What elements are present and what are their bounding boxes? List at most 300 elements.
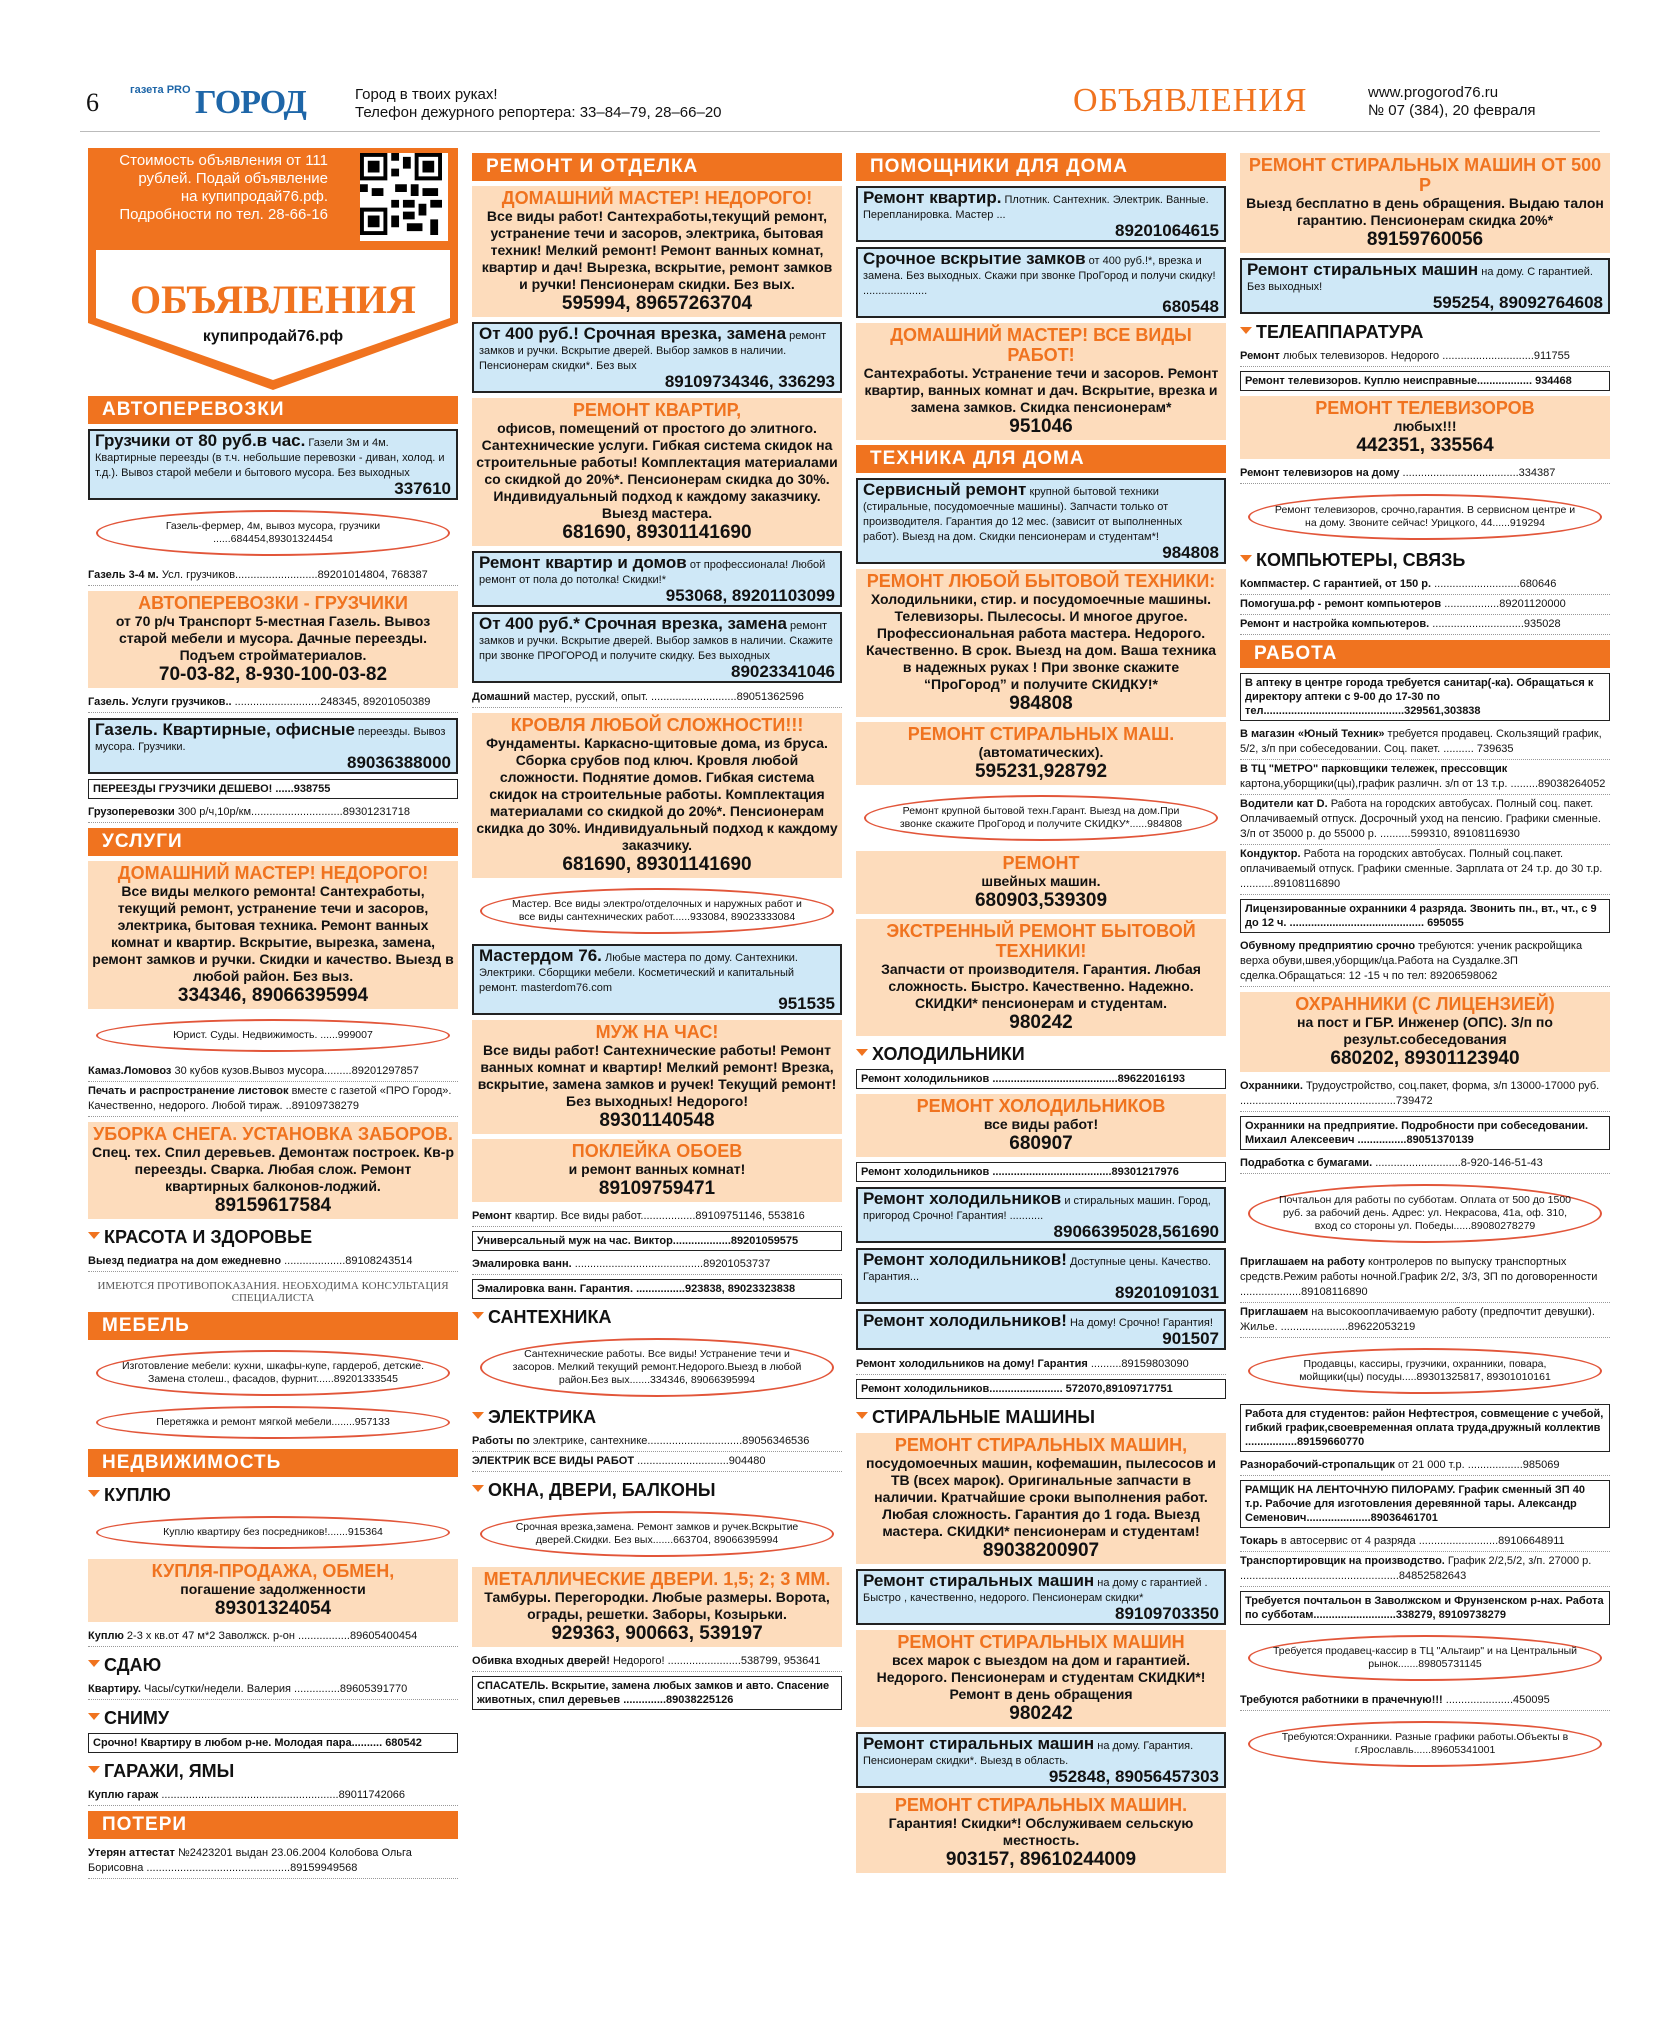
ad-description: Гарантия! Скидки*! Обслуживаем сельскую местность. xyxy=(888,1815,1194,1848)
ad-text: ............................8-920-146-51-43 xyxy=(1375,1157,1543,1169)
ad-description: и стиральных машин. Город, пригород Срочно! Гарантия! ........... xyxy=(863,1195,1211,1222)
ad-phone: 89159617584 xyxy=(214,1195,332,1216)
ad-description: от профессионала! Любой ремонт от пола до потолка! Скидки!* xyxy=(479,559,826,586)
ad-lead: В ТЦ "МЕТРО" парковщики тележек, прессовщик xyxy=(1240,763,1508,775)
ad-description: Все виды работ! Сантехработы,текущий ремонт, устранение течи и засоров, электрика, бытовая техник! Мелкий ремонт! Ремонт ванных комнат, квартир и дач! Вырезка, вскрытие, ремонт замков и ручки! Пенсионерам скидки. Без вых. xyxy=(481,208,833,292)
ad-title: Ремонт холодильников! xyxy=(863,1250,1067,1269)
ad-phone: 334346, 89066395994 xyxy=(177,985,369,1006)
ad-text: 30 кубов кузов.Вывоз мусора.........89201297857 xyxy=(174,1065,419,1077)
ad-lead: Подработка с бумагами. xyxy=(1240,1157,1373,1169)
ad-description: Запчасти от производителя. Гарантия. Любая сложность. Быстро. Качественно. Надежно. СКИДКИ* пенсионерам и студентам. xyxy=(881,961,1201,1011)
classified-framed-ad: Ремонт холодильников........................ 572070,89109717751 xyxy=(856,1379,1226,1399)
ad-phone: 337610 xyxy=(394,479,451,498)
ad-description: Фундаменты. Каркасно-щитовые дома, из бруса. Сборка срубов под ключ. Кровля любой сложности. Поднятие домов. Гибкая система скидок на строительные работы. Комплектация материалами со скидкой до 20%*. Пенсионерам скидка до 30%. Индивидуальный подход к каждому заказчику. xyxy=(476,735,838,853)
classified-display-ad xyxy=(88,1122,458,1219)
ad-description: Доступные цены. Качество. Гарантия... xyxy=(863,1256,1211,1283)
ad-description: Плотник. Сантехник. Электрик. Ванные. Перепланировка. Мастер ... xyxy=(863,194,1209,221)
classified-line-ad xyxy=(1240,1303,1610,1338)
classified-line-ad xyxy=(472,1652,842,1672)
ad-text: ..............................904480 xyxy=(637,1455,766,1467)
classified-line-ad xyxy=(1240,845,1610,895)
ad-title: РЕМОНТ СТИРАЛЬНЫХ МАШИН xyxy=(897,1632,1185,1652)
ad-description: любых!!! xyxy=(1393,418,1457,434)
ad-lead: Водители кат D. xyxy=(1240,798,1328,810)
ad-phone: 89036388000 xyxy=(346,753,451,772)
ad-phone: 951046 xyxy=(1009,416,1073,437)
classified-line-ad xyxy=(88,1627,458,1647)
ad-text: вместе с газетой «ПРО Город». Качественно, недорого. Любой тираж. ..89109738279 xyxy=(88,1085,452,1112)
ad-title: ДОМАШНИЙ МАСТЕР! НЕДОРОГО! xyxy=(501,188,813,208)
classified-line-ad xyxy=(88,1082,458,1117)
ad-text: График 2/2,5/2, з/п. 27000 р. ....................................................84852582643 xyxy=(1240,1555,1592,1582)
ad-description: Газели 3м и 4м. Квартирные переезды (в т.ч. небольшие перевозки - диван, холод. и т.д.). Вывоз старой мебели и бытового мусора. Без выходных xyxy=(95,437,445,479)
classified-framed-ad: Ремонт холодильников .......................................89301217976 xyxy=(856,1162,1226,1182)
classified-line-ad xyxy=(1240,1532,1610,1552)
ad-title: От 400 руб.! Срочная врезка, замена xyxy=(479,324,787,343)
ad-lead: ЭЛЕКТРИК ВСЕ ВИДЫ РАБОТ xyxy=(472,1455,635,1467)
classified-display-ad xyxy=(856,919,1226,1036)
ad-description: На дому! Срочно! Гарантия! xyxy=(1069,1317,1213,1329)
classified-line-ad xyxy=(1240,937,1610,987)
classified-framed-ad: Эмалировка ванн. Гарантия. ................923838, 89023323838 xyxy=(472,1279,842,1299)
classified-boxed-ad xyxy=(88,718,458,774)
ad-text: картона,уборщики(цы),график различн. з/п от 13 т.р. .........89038264052 xyxy=(1240,778,1606,790)
classified-oval-ad: Газель-фермер, 4м, вывоз мусора, грузчики ......684454,89301324454 xyxy=(96,510,450,556)
ad-title: Сервисный ремонт xyxy=(863,480,1027,499)
ad-description: Все виды работ! Сантехнические работы! Ремонт ванных комнат и квартир! Мелкий ремонт! Врезка, вскрытие, замена замков и ручек! Текущий ремонт! Без выходных! Недорого! xyxy=(477,1042,837,1109)
ad-title: АВТОПЕРЕВОЗКИ - ГРУЗЧИКИ xyxy=(138,593,408,613)
classified-display-ad xyxy=(856,569,1226,717)
ad-text: ......................................334387 xyxy=(1402,467,1556,479)
ad-lead: Приглашаем xyxy=(1240,1306,1309,1318)
classified-display-ad xyxy=(856,323,1226,440)
ad-phone: 901507 xyxy=(1162,1329,1219,1348)
ad-text: ............................248345, 89201050389 xyxy=(234,696,431,708)
ad-phone: 680202, 89301123940 xyxy=(1330,1048,1520,1069)
ad-lead: Ремонт xyxy=(1240,350,1280,362)
ad-lead: Газель 3-4 м. xyxy=(88,569,159,581)
section-header: МЕБЕЛЬ xyxy=(88,1312,458,1340)
classified-line-ad xyxy=(1240,1691,1610,1711)
ad-phone: 89066395028,561690 xyxy=(1053,1222,1219,1241)
classified-line-ad xyxy=(88,566,458,586)
ad-phone: 89159760056 xyxy=(1366,229,1484,250)
subsection-header: ОКНА, ДВЕРИ, БАЛКОНЫ xyxy=(472,1480,842,1501)
ad-description: на дому с гарантией . Быстро , качественно, недорого. Пенсионерам скидки* xyxy=(863,1577,1208,1604)
classified-line-ad xyxy=(1240,1077,1610,1112)
ad-text: от 21 000 т.р. ..................985069 xyxy=(1398,1459,1560,1471)
ad-title: ОХРАННИКИ (С ЛИЦЕНЗИЕЙ) xyxy=(1295,994,1555,1014)
ad-phone: 89201064615 xyxy=(1114,221,1219,240)
ad-phone: 89109759471 xyxy=(598,1178,716,1199)
qr-code-icon[interactable] xyxy=(360,153,448,241)
classified-line-ad xyxy=(88,803,458,823)
ad-text: контролеров по выпуску транспортных средств.Режим работы ночной.График 2/2, 3/3, ЗП по договоренности ....................89108116890 xyxy=(1240,1256,1598,1298)
ad-title: РЕМОНТ СТИРАЛЬНЫХ МАШИН, xyxy=(894,1435,1188,1455)
ad-description: Холодильники, стир. и посудомоечные машины. Телевизоры. Пылесосы. И многое другое. Профессиональная работа мастера. Недорого. Качественно. В срок. Выезд на дом. Ваша техника в надежных руках ! При звонке скажите “ПроГород” и получите СКИДКУ!* xyxy=(865,591,1217,692)
classified-boxed-ad xyxy=(88,429,458,500)
ad-lead: Ремонт xyxy=(472,1210,512,1222)
section-header: АВТОПЕРЕВОЗКИ xyxy=(88,396,458,424)
classified-boxed-ad xyxy=(856,1732,1226,1788)
ad-title: МЕТАЛЛИЧЕСКИЕ ДВЕРИ. 1,5; 2; 3 ММ. xyxy=(483,1569,831,1589)
classified-display-ad xyxy=(88,861,458,1009)
classified-line-ad xyxy=(472,688,842,708)
classified-boxed-ad xyxy=(856,1569,1226,1625)
classified-display-ad xyxy=(472,713,842,878)
ad-title: КУПЛЯ-ПРОДАЖА, ОБМЕН, xyxy=(151,1561,395,1581)
disclaimer-note: ИМЕЮТСЯ ПРОТИВОПОКАЗАНИЯ. НЕОБХОДИМА КОНСУЛЬТАЦИЯ СПЕЦИАЛИСТА xyxy=(97,1280,449,1304)
ad-description: ремонт замков и ручки. Вскрытие дверей. Выбор замков в наличии. Пенсионерам скидки*. Без вых xyxy=(479,330,827,372)
ad-text: мастер, русский, опыт. ............................89051362596 xyxy=(533,691,804,703)
ad-text: ..................89201120000 xyxy=(1444,598,1566,610)
ad-title: Мастердом 76. xyxy=(479,946,602,965)
classified-display-ad xyxy=(472,186,842,317)
ad-phone: 980242 xyxy=(1009,1012,1073,1033)
ad-title: РЕМОНТ ХОЛОДИЛЬНИКОВ xyxy=(916,1096,1166,1116)
ad-lead: Эмалировка ванн. xyxy=(472,1258,572,1270)
classified-line-ad xyxy=(472,1432,842,1452)
classified-oval-ad: Ремонт телевизоров, срочно,гарантия. В сервисном центре и на дому. Звоните сейчас! Урицкого, 44......919294 xyxy=(1248,494,1602,540)
classified-display-ad xyxy=(472,1020,842,1134)
ad-title: РЕМОНТ ТЕЛЕВИЗОРОВ xyxy=(1315,398,1535,418)
classified-line-ad xyxy=(472,1207,842,1227)
ad-phone: 984808 xyxy=(1162,543,1219,562)
classified-line-ad xyxy=(88,1252,458,1272)
column-4 xyxy=(1240,148,1610,1777)
ad-phone: 953068, 89201103099 xyxy=(665,586,835,605)
ad-title: РЕМОНТ СТИРАЛЬНЫХ МАШ. xyxy=(907,724,1175,744)
subsection-header: ГАРАЖИ, ЯМЫ xyxy=(88,1761,458,1782)
ad-description: Любые мастера по дому. Сантехники. Электрики. Сборщики мебели. Косметический и капитальный ремонт. masterdom76.com xyxy=(479,952,798,994)
ad-phone: 89201091031 xyxy=(1114,1283,1219,1302)
classified-display-ad xyxy=(88,1559,458,1622)
classified-line-ad xyxy=(1240,725,1610,760)
ad-lead: Камаз.Ломовоз xyxy=(88,1065,172,1077)
classified-boxed-ad xyxy=(856,186,1226,242)
classified-boxed-ad xyxy=(856,1309,1226,1350)
subsection-header: ТЕЛЕАППАРАТУРА xyxy=(1240,322,1610,343)
classified-oval-ad: Почтальон для работы по субботам. Оплата от 500 до 1500 руб. за рабочий день. Адрес: ул. Некрасова, 41а, оф. 310, вход со стороны ул. Победы......89080278279 xyxy=(1248,1184,1602,1243)
ad-phone: 70-03-82, 8-930-100-03-82 xyxy=(158,664,388,685)
newspaper-logo: газета PRO ГОРОД xyxy=(130,84,306,121)
ad-lead: Выезд педиатра на дом ежедневно xyxy=(88,1255,282,1267)
classified-display-ad xyxy=(856,1630,1226,1727)
ad-lead: Помогуша.рф - ремонт компьютеров xyxy=(1240,598,1442,610)
ad-text: на высокооплачиваемую работу (предпочтит девушки). Жилье. ......................89622053219 xyxy=(1240,1306,1595,1333)
ad-text: Работа на городских автобусах. Полный соц. пакет. Оплачиваемый отпуск. Досрочный уход на пенсию. Графики сменные. З/п от 35000 р. до 55000 р. ..........599310, 89108116930 xyxy=(1240,798,1601,840)
ad-title: ПОКЛЕЙКА ОБОЕВ xyxy=(571,1141,743,1161)
classified-boxed-ad xyxy=(856,1248,1226,1304)
classified-line-ad xyxy=(1240,615,1610,635)
ad-title: Ремонт квартир и домов xyxy=(479,553,687,572)
ad-title: Ремонт стиральных машин xyxy=(863,1571,1095,1590)
classified-line-ad xyxy=(1240,1154,1610,1174)
ad-text: Работа на городских автобусах. Полный соц.пакет. оплачиваемый отпуск. Графики сменные. Зарплата от 24 т.р. до 30 т.р. ...........89108116890 xyxy=(1240,848,1603,890)
ad-title: ДОМАШНИЙ МАСТЕР! НЕДОРОГО! xyxy=(117,863,429,883)
page-header xyxy=(80,78,1600,132)
ad-title: ДОМАШНИЙ МАСТЕР! ВСЕ ВИДЫ РАБОТ! xyxy=(890,325,1192,365)
ad-description: на дому. Гарантия. Пенсионерам скидки*. Выезд в область. xyxy=(863,1740,1194,1767)
ad-text: любых телевизоров. Недорого ..............................911755 xyxy=(1282,350,1570,362)
ad-phone: 984808 xyxy=(1009,693,1073,714)
ad-lead: Ремонт телевизоров на дому xyxy=(1240,467,1400,479)
ad-lead: Куплю гараж xyxy=(88,1789,159,1801)
ad-description: от 400 руб.!*, врезка и замена. Без выходных. Скажи при звонке ПроГород и получи скидку! ..................... xyxy=(863,255,1216,297)
ad-description: Все виды мелкого ремонта! Сантехработы, текущий ремонт, устранение течи и засоров, электрика, бытовая техника. Ремонт ванных комнат и квартир. Вскрытие, вырезка, замена, ремонт замков и ручки. Скидки и качество. Выезд в любой район. Без выз. xyxy=(92,883,454,984)
ad-title: Ремонт стиральных машин xyxy=(863,1734,1095,1753)
ad-phone: 89109734346, 336293 xyxy=(664,372,835,391)
classified-line-ad xyxy=(1240,1552,1610,1587)
ad-text: Часы/сутки/недели. Валерия ...............89605391770 xyxy=(144,1683,408,1695)
classified-framed-ad: РАМЩИК НА ЛЕНТОЧНУЮ ПИЛОРАМУ. График сменный ЗП 40 т.р. Рабочие для изготовления деревянной тары. Александр Семенович.....................89036461701 xyxy=(1240,1480,1610,1528)
section-header: РЕМОНТ И ОТДЕЛКА xyxy=(472,153,842,181)
ad-text: требуется продавец. Скользящий график, 5/2, з/п при собеседовании. Соц. пакет. .......... 739635 xyxy=(1240,728,1602,755)
classified-oval-ad: Мастер. Все виды электро/отделочных и наружных работ и все виды сантехнических работ......933084, 89023333084 xyxy=(480,888,834,934)
ad-lead: Обивка входных дверей! xyxy=(472,1655,610,1667)
ad-title: Ремонт холодильников xyxy=(863,1189,1062,1208)
ad-text: ..........................................89201053737 xyxy=(574,1258,771,1270)
ad-text: 300 р/ч,10р/км..............................89301231718 xyxy=(177,806,411,818)
ad-text: Усл. грузчиков...........................89201014804, 768387 xyxy=(161,569,428,581)
classified-display-ad xyxy=(472,398,842,546)
ad-title: Ремонт холодильников! xyxy=(863,1311,1067,1330)
subsection-header: КОМПЬЮТЕРЫ, СВЯЗЬ xyxy=(1240,550,1610,571)
classified-line-ad xyxy=(1240,1253,1610,1303)
ad-lead: Работы по xyxy=(472,1435,530,1447)
classified-framed-ad: ПЕРЕЕЗДЫ ГРУЗЧИКИ ДЕШЕВО! ......938755 xyxy=(88,779,458,799)
classified-line-ad xyxy=(88,693,458,713)
ad-text: квартир. Все виды работ..................89109751146, 553816 xyxy=(514,1210,805,1222)
column-3 xyxy=(856,148,1226,1878)
ad-description: от 70 р/ч Транспорт 5-местная Газель. Вывоз старой мебели и мусора. Дачные переезды. Подъем стройматериалов. xyxy=(115,613,431,663)
ad-lead: Газель. Услуги грузчиков.. xyxy=(88,696,232,708)
ad-title: РЕМОНТ ЛЮБОЙ БЫТОВОЙ ТЕХНИКИ: xyxy=(866,571,1216,591)
ad-title: МУЖ НА ЧАС! xyxy=(595,1022,719,1042)
ad-text: ..............................935028 xyxy=(1432,618,1561,630)
section-header: УСЛУГИ xyxy=(88,828,458,856)
ad-phone: 680548 xyxy=(1162,297,1219,316)
ad-title: Ремонт квартир. xyxy=(863,188,1002,207)
classified-framed-ad: СПАСАТЕЛЬ. Вскрытие, замена любых замков и авто. Спасение животных, спил деревьев ..............89038225126 xyxy=(472,1676,842,1710)
classified-display-ad xyxy=(472,1139,842,1202)
classified-display-ad xyxy=(856,1433,1226,1564)
classified-framed-ad: Универсальный муж на час. Виктор...................89201059575 xyxy=(472,1231,842,1251)
ad-title: РЕМОНТ xyxy=(1002,853,1080,873)
ad-phone: 680907 xyxy=(1009,1133,1073,1154)
classified-boxed-ad xyxy=(472,322,842,393)
ad-text: в автосервис от 4 разряда ..........................89106648911 xyxy=(1280,1535,1565,1547)
classified-oval-ad: Сантехнические работы. Все виды! Устранение течи и засоров. Мелкий текущий ремонт.Недорого.Выезд в любой район.Без вых.......334346, 89066395994 xyxy=(480,1338,834,1397)
ad-lead: Печать и распространение листовок xyxy=(88,1085,289,1097)
classified-oval-ad: Продавцы, кассиры, грузчики, охранники, повара, мойщики(цы) посуды.....89301325817, 89301010161 xyxy=(1248,1348,1602,1394)
classified-line-ad xyxy=(88,1786,458,1806)
ad-description: Выезд бесплатно в день обращения. Выдаю талон гарантию. Пенсионерам скидка 20%* xyxy=(1246,195,1604,228)
ad-description: крупной бытовой техники (стиральные, посудомоечные машины). Запчасти только от производителя. Гарантия до 12 мес. (зависит от выполненных работ). Выезд на дом. Скидки пенсионерам и студентам*! xyxy=(863,486,1183,543)
classified-oval-ad: Перетяжка и ремонт мягкой мебели........957133 xyxy=(96,1406,450,1439)
classified-line-ad xyxy=(1240,347,1610,367)
ad-description: всех марок с выездом на дом и гарантией. Недорого. Пенсионерам и студентам СКИДКИ*! Ремонт в день обращения xyxy=(876,1652,1206,1702)
classified-line-ad xyxy=(1240,595,1610,615)
section-header: РАБОТА xyxy=(1240,640,1610,668)
ad-lead: Охранники. xyxy=(1240,1080,1303,1092)
ad-description: посудомоечных машин, кофемашин, пылесосов и ТВ (всех марок). Оригинальные запчасти в наличии. Кратчайшие сроки выполнения работ. Любая сложность. Гарантия до 1 года. Выезд мастера. СКИДКИ* пенсионерам и студентам! xyxy=(866,1455,1216,1539)
classified-display-ad xyxy=(856,851,1226,914)
ad-text: Трудоустройство, соц.пакет, форма, з/п 13000-17000 руб. ...................................................739472 xyxy=(1240,1080,1600,1107)
ad-description: погашение задолженности xyxy=(180,1581,366,1597)
section-header: ТЕХНИКА ДЛЯ ДОМА xyxy=(856,445,1226,473)
ad-text: требуются: ученик раскройщика верха обуви,швея,уборщик/ца.Работа на Суздалке.ЗП сделка.Обращаться: 12 -15 ч по тел: 89206598062 xyxy=(1240,940,1583,982)
subsection-header: СТИРАЛЬНЫЕ МАШИНЫ xyxy=(856,1407,1226,1428)
ad-description: и ремонт ванных комнат! xyxy=(568,1161,746,1177)
subsection-header: КУПЛЮ xyxy=(88,1485,458,1506)
classified-framed-ad: Лицензированные охранники 4 разряда. Звонить пн., вт., чт., с 9 до 12 ч. ............................................ 695055 xyxy=(1240,899,1610,933)
ad-title: РЕМОНТ СТИРАЛЬНЫХ МАШИН ОТ 500 Р xyxy=(1248,155,1602,195)
ad-title: УБОРКА СНЕГА. УСТАНОВКА ЗАБОРОВ. xyxy=(93,1124,453,1144)
classified-framed-ad: В аптеку в центре города требуется санитар(-ка). Обращаться к директору аптеки с 9-00 до 17-30 по тел..............................................329561,303838 xyxy=(1240,673,1610,721)
ad-text: ......................450095 xyxy=(1445,1694,1550,1706)
site-link[interactable]: www.progorod76.ru xyxy=(1368,84,1499,101)
column-1 xyxy=(88,148,458,1879)
ad-phone: 89301140548 xyxy=(599,1110,715,1131)
classified-boxed-ad xyxy=(1240,258,1610,314)
classified-boxed-ad xyxy=(472,612,842,683)
classified-line-ad xyxy=(88,1844,458,1879)
classified-boxed-ad xyxy=(856,247,1226,318)
classified-oval-ad: Юрист. Суды. Недвижимость. ......999007 xyxy=(96,1019,450,1052)
ad-lead: Требуются работники в прачечную!!! xyxy=(1240,1694,1443,1706)
classified-framed-ad: Срочно! Квартиру в любом р-не. Молодая пара.......... 680542 xyxy=(88,1733,458,1753)
ad-description: Тамбуры. Перегородки. Любые размеры. Ворота, ограды, решетки. Заборы, Козырьки. xyxy=(484,1589,830,1622)
ad-phone: 951535 xyxy=(778,994,835,1013)
subsection-header: СНИМУ xyxy=(88,1708,458,1729)
ad-title: РЕМОНТ СТИРАЛЬНЫХ МАШИН. xyxy=(894,1795,1188,1815)
ad-lead: Приглашаем на работу xyxy=(1240,1256,1365,1268)
classified-display-ad xyxy=(472,1567,842,1647)
promo-title: ОБЪЯВЛЕНИЯ xyxy=(130,277,416,322)
classified-line-ad xyxy=(472,1255,842,1275)
ad-title: Газель. Квартирные, офисные xyxy=(95,720,355,739)
ad-description: швейных машин. xyxy=(981,873,1101,889)
ad-description: (автоматических). xyxy=(978,744,1104,760)
ad-phone: 980242 xyxy=(1009,1703,1073,1724)
promo-block xyxy=(88,148,458,390)
classified-line-ad xyxy=(1240,575,1610,595)
ad-text: №2423201 выдан 23.06.2004 Колобова Ольга Борисовна ...............................................89159949568 xyxy=(88,1847,412,1874)
classified-oval-ad: Требуется продавец-кассир в ТЦ "Альтаир" и на Центральный рынок.......89805731145 xyxy=(1248,1635,1602,1681)
classified-framed-ad: Требуется почтальон в Заволжском и Фрунзенском р-нах. Работа по субботам...........................338279, 89109738279 xyxy=(1240,1591,1610,1625)
ad-lead: Ремонт и настройка компьютеров. xyxy=(1240,618,1430,630)
ad-description: на дому. С гарантией. Без выходных! xyxy=(1247,266,1593,293)
ad-title: КРОВЛЯ ЛЮБОЙ СЛОЖНОСТИ!!! xyxy=(510,715,804,735)
header-info: Город в твоих руках! Телефон дежурного репортера: 33–84–79, 28–66–20 xyxy=(355,86,722,121)
ad-phone: 952848, 89056457303 xyxy=(1048,1767,1219,1786)
ad-text: ..........................................................89011742066 xyxy=(161,1789,406,1801)
promo-website[interactable]: купипродай76.рф xyxy=(202,328,344,345)
ad-description: Сантехработы. Устранение течи и засоров. Ремонт квартир, ванных комнат и дач. Вскрытие, врезка и замена замков. Скидка пенсионерам* xyxy=(863,365,1219,415)
ad-text: ....................89108243514 xyxy=(284,1255,413,1267)
subsection-header: КРАСОТА И ЗДОРОВЬЕ xyxy=(88,1227,458,1248)
ad-description: переезды. Вывоз мусора. Грузчики. xyxy=(95,726,446,753)
classified-line-ad xyxy=(88,1680,458,1700)
page-number: 6 xyxy=(86,88,99,117)
classified-display-ad xyxy=(88,591,458,688)
ad-description: на пост и ГБР. Инженер (ОПС). З/п по результ.собеседования xyxy=(1297,1014,1553,1047)
section-header: ПОТЕРИ xyxy=(88,1811,458,1839)
ad-lead: Токарь xyxy=(1240,1535,1278,1547)
ad-title: Срочное вскрытие замков xyxy=(863,249,1086,268)
ad-lead: Ремонт холодильников на дому! Гарантия xyxy=(856,1358,1088,1370)
subsection-header: ХОЛОДИЛЬНИКИ xyxy=(856,1044,1226,1065)
classified-line-ad xyxy=(472,1452,842,1472)
ad-phone: 89301324054 xyxy=(214,1598,332,1619)
ad-lead: Обувному предприятию срочно xyxy=(1240,940,1416,952)
classified-display-ad xyxy=(1240,992,1610,1072)
ad-phone: 681690, 89301141690 xyxy=(562,522,752,543)
ad-lead: Грузоперевозки xyxy=(88,806,175,818)
ad-description: ремонт замков и ручки. Вскрытие дверей. Выбор замков в наличии. Скажите при звонке ПРОГОРОД и получите скидку. Без выходных xyxy=(479,620,833,662)
classified-oval-ad: Срочная врезка,замена. Ремонт замков и ручек.Вскрытие дверей.Скидки. Без вых.......663704, 89066395994 xyxy=(480,1511,834,1557)
classified-framed-ad: Работа для студентов: район Нефтестроя, совмещение с учебой, гибкий график,своевременная оплата труда,дружный коллектив .................89159660770 xyxy=(1240,1404,1610,1452)
subsection-header: ЭЛЕКТРИКА xyxy=(472,1407,842,1428)
ad-text: электрике, сантехнике...............................89056346536 xyxy=(532,1435,810,1447)
classified-boxed-ad xyxy=(472,944,842,1015)
ad-lead: Разнорабочий-стропальщик xyxy=(1240,1459,1395,1471)
classified-line-ad xyxy=(1240,760,1610,795)
classified-display-ad xyxy=(856,1094,1226,1157)
classified-boxed-ad xyxy=(472,551,842,607)
ad-text: Недорого! ........................538799, 953641 xyxy=(612,1655,821,1667)
classified-display-ad xyxy=(1240,396,1610,459)
classified-line-ad xyxy=(1240,1456,1610,1476)
classified-line-ad xyxy=(1240,795,1610,845)
ad-phone: 680903,539309 xyxy=(974,890,1108,911)
promo-text: Стоимость объявления от 111 рублей. Подай объявление на купипродай76.рф. Подробности по тел. 28-66-16 xyxy=(119,152,328,223)
ad-lead: Домашний xyxy=(472,691,530,703)
ad-phone: 89023341046 xyxy=(730,662,835,681)
ad-title: ЭКСТРЕННЫЙ РЕМОНТ БЫТОВОЙ ТЕХНИКИ! xyxy=(886,921,1196,961)
ad-phone: 442351, 335564 xyxy=(1356,435,1494,456)
ad-description: Спец. тех. Спил деревьев. Демонтаж построек. Кв-р переезды. Сварка. Любая слож. Ремонт квартирных балконов-лоджий. xyxy=(92,1144,455,1194)
ad-lead: Квартиру. xyxy=(88,1683,141,1695)
ad-text: ..........89159803090 xyxy=(1090,1358,1189,1370)
section-header: ПОМОЩНИКИ ДЛЯ ДОМА xyxy=(856,153,1226,181)
classified-boxed-ad xyxy=(856,478,1226,564)
ad-title: РЕМОНТ КВАРТИР, xyxy=(572,400,742,420)
classified-boxed-ad xyxy=(856,1187,1226,1243)
classified-oval-ad: Изготовление мебели: кухни, шкафы-купе, гардероб, детские. Замена столеш., фасадов, фурнит......89201333545 xyxy=(96,1350,450,1396)
column-2 xyxy=(472,148,842,1714)
classified-oval-ad: Куплю квартиру без посредников!.......915364 xyxy=(96,1516,450,1549)
classified-line-ad xyxy=(88,1062,458,1082)
classified-framed-ad: Ремонт холодильников .........................................89622016193 xyxy=(856,1069,1226,1089)
ad-phone: 595254, 89092764608 xyxy=(1432,293,1603,312)
classified-line-ad xyxy=(1240,464,1610,484)
ad-lead: Утерян аттестат xyxy=(88,1847,175,1859)
ad-phone: 681690, 89301141690 xyxy=(562,854,752,875)
ad-phone: 929363, 900663, 539197 xyxy=(551,1623,763,1644)
issue-info: www.progorod76.ru № 07 (384), 20 февраля xyxy=(1368,84,1536,119)
section-title: ОБЪЯВЛЕНИЯ xyxy=(1073,82,1308,119)
classified-display-ad xyxy=(1240,153,1610,253)
classified-framed-ad: Охранники на предприятие. Подробности при собеседовании. Михаил Алексеевич ................89051370139 xyxy=(1240,1116,1610,1150)
ad-phone: 89109703350 xyxy=(1114,1604,1219,1623)
section-header: НЕДВИЖИМОСТЬ xyxy=(88,1449,458,1477)
classified-framed-ad: Ремонт телевизоров. Куплю неисправные.................. 934468 xyxy=(1240,371,1610,391)
classified-display-ad xyxy=(856,722,1226,785)
ad-phone: 595994, 89657263704 xyxy=(561,293,753,314)
subsection-header: СДАЮ xyxy=(88,1655,458,1676)
